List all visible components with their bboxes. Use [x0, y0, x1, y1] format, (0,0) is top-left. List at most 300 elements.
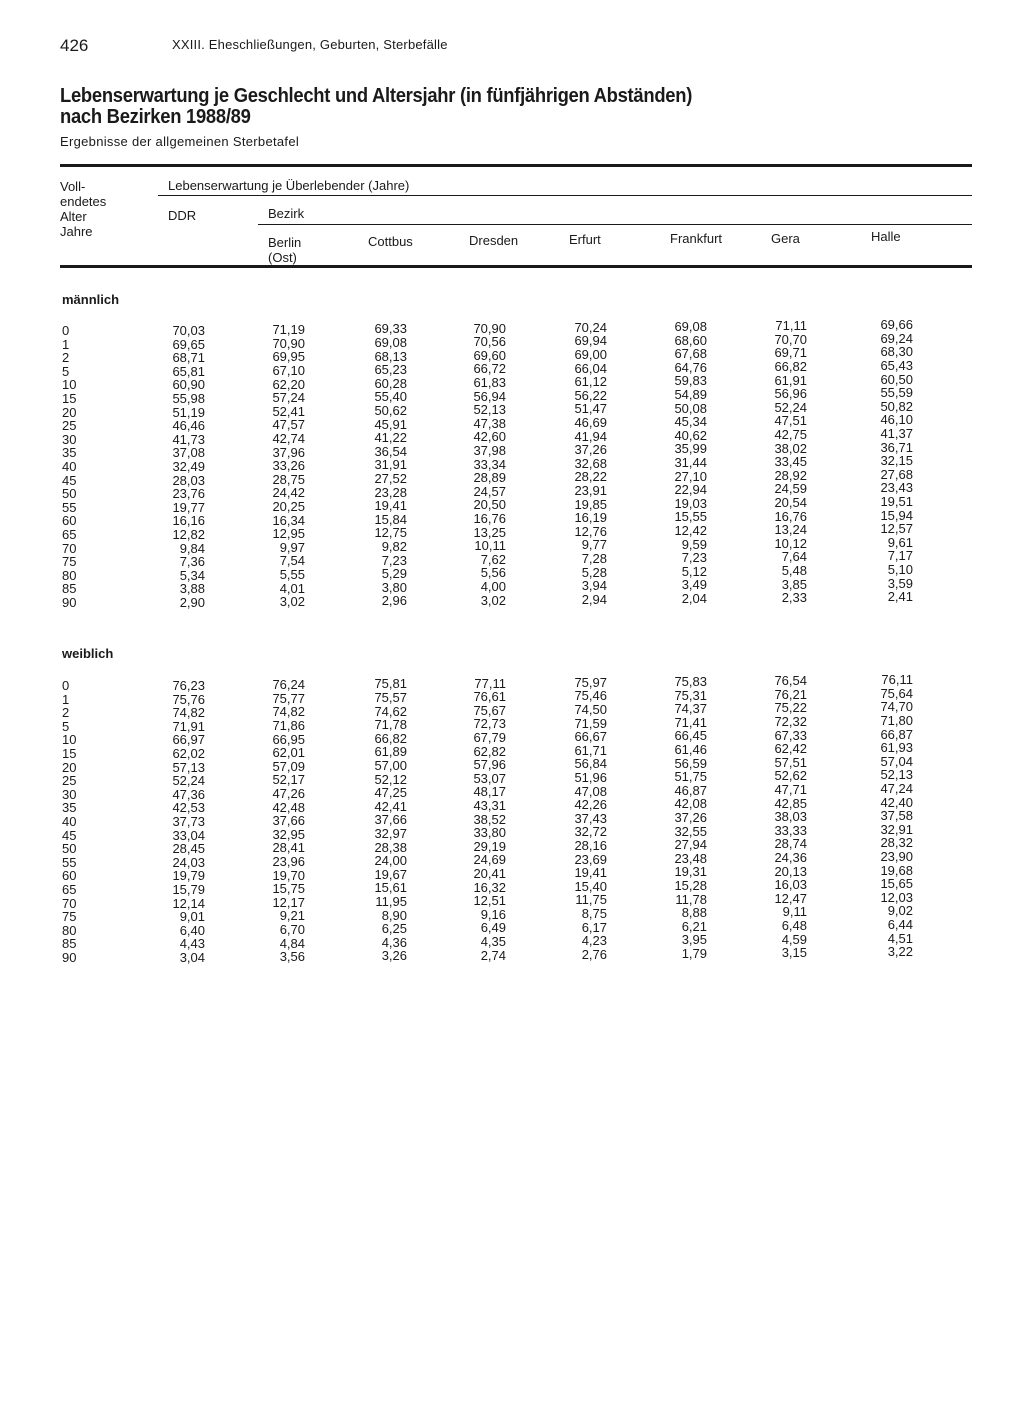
- age-cell: 10: [62, 377, 77, 393]
- value-cell: 52,24: [774, 399, 807, 415]
- value-cell: 61,91: [774, 372, 807, 388]
- value-cell: 76,21: [774, 686, 807, 702]
- value-cell: 12,14: [172, 895, 205, 911]
- stub-header-line-3: Alter: [60, 209, 87, 224]
- value-cell: 57,51: [774, 754, 807, 770]
- value-cell: 3,59: [887, 575, 913, 591]
- age-cell: 1: [62, 336, 70, 352]
- value-cell: 32,97: [374, 825, 407, 841]
- value-cell: 32,68: [574, 455, 607, 471]
- value-cell: 67,33: [774, 727, 807, 743]
- value-cell: 3,56: [279, 949, 305, 965]
- value-cell: 5,12: [681, 563, 707, 579]
- value-cell: 12,47: [774, 890, 807, 906]
- value-cell: 66,72: [473, 361, 506, 377]
- value-cell: 71,80: [880, 713, 913, 728]
- value-cell: 9,11: [782, 904, 807, 920]
- value-cell: 12,51: [473, 893, 506, 909]
- value-cell: 32,91: [880, 821, 913, 837]
- value-cell: 7,36: [179, 554, 205, 570]
- value-cell: 23,76: [172, 486, 205, 502]
- value-cell: 7,28: [581, 550, 607, 566]
- value-cell: 70,24: [574, 319, 607, 335]
- value-cell: 69,95: [272, 349, 305, 365]
- value-cell: 3,80: [381, 579, 407, 595]
- section-label-male: männlich: [62, 292, 120, 307]
- value-cell: 9,21: [279, 908, 305, 924]
- value-cell: 68,30: [880, 344, 913, 360]
- age-cell: 55: [62, 854, 77, 870]
- value-cell: 33,33: [774, 822, 807, 838]
- value-cell: 32,95: [272, 826, 305, 842]
- value-cell: 20,41: [473, 865, 506, 881]
- value-cell: 12,82: [172, 527, 205, 542]
- age-cell: 85: [62, 581, 77, 597]
- value-cell: 3,49: [681, 577, 707, 593]
- value-cell: 28,32: [880, 835, 913, 851]
- value-cell: 27,52: [374, 470, 407, 486]
- value-cell: 60,90: [172, 377, 205, 393]
- age-cell: 30: [62, 431, 77, 447]
- value-cell: 75,76: [172, 691, 205, 707]
- column-header-bezirk: Bezirk: [268, 206, 305, 221]
- age-cell: 80: [62, 567, 77, 583]
- value-cell: 50,08: [674, 400, 707, 416]
- value-cell: 5,55: [279, 566, 305, 582]
- value-cell: 69,71: [774, 345, 807, 361]
- value-cell: 33,80: [473, 825, 506, 841]
- table-title-line-2: nach Bezirken 1988/89: [60, 106, 251, 128]
- value-cell: 75,67: [473, 702, 506, 718]
- value-cell: 45,91: [374, 416, 407, 432]
- value-cell: 57,04: [880, 753, 913, 769]
- age-cell: 2: [62, 705, 70, 721]
- value-cell: 32,55: [674, 823, 707, 839]
- value-cell: 75,22: [774, 700, 807, 716]
- value-cell: 15,75: [272, 881, 305, 897]
- value-cell: 15,84: [374, 511, 407, 527]
- value-cell: 11,75: [575, 892, 607, 908]
- value-cell: 2,41: [887, 589, 913, 605]
- value-cell: 36,71: [880, 439, 913, 455]
- value-cell: 70,03: [172, 323, 205, 338]
- value-cell: 3,02: [480, 592, 506, 608]
- age-cell: 80: [62, 922, 77, 938]
- value-cell: 74,82: [172, 705, 205, 721]
- age-cell: 65: [62, 527, 77, 542]
- value-cell: 6,44: [887, 917, 913, 932]
- value-cell: 70,56: [473, 334, 506, 350]
- value-cell: 16,16: [172, 513, 205, 529]
- value-cell: 12,57: [880, 521, 913, 537]
- value-cell: 61,12: [574, 374, 607, 390]
- value-cell: 75,64: [880, 685, 913, 701]
- value-cell: 12,03: [880, 889, 913, 905]
- value-cell: 24,42: [272, 485, 305, 501]
- value-cell: 28,16: [574, 837, 607, 853]
- value-cell: 13,25: [473, 524, 506, 540]
- stub-header-line-2: endetes: [60, 194, 107, 209]
- value-cell: 19,77: [172, 499, 205, 515]
- value-cell: 37,66: [374, 812, 407, 828]
- value-cell: 19,85: [574, 496, 607, 512]
- column-header-erfurt: Erfurt: [569, 232, 601, 247]
- value-cell: 16,34: [272, 512, 305, 528]
- value-cell: 47,24: [880, 781, 913, 796]
- value-cell: 10,12: [774, 535, 807, 551]
- age-cell: 30: [62, 786, 77, 802]
- value-cell: 28,92: [774, 467, 807, 483]
- value-cell: 61,89: [374, 744, 407, 760]
- value-cell: 74,37: [674, 701, 707, 717]
- value-cell: 4,36: [381, 934, 407, 950]
- value-cell: 51,75: [674, 769, 707, 785]
- value-cell: 65,23: [374, 362, 407, 378]
- value-cell: 9,77: [581, 537, 607, 553]
- value-cell: 66,82: [774, 359, 807, 374]
- value-cell: 31,91: [374, 457, 407, 473]
- value-cell: 6,40: [179, 922, 205, 938]
- value-cell: 42,41: [374, 798, 407, 814]
- value-cell: 42,40: [880, 794, 913, 810]
- value-cell: 66,04: [574, 360, 607, 376]
- value-cell: 12,17: [272, 894, 305, 910]
- value-cell: 36,54: [374, 443, 407, 459]
- value-cell: 66,82: [374, 730, 407, 746]
- column-header-halle: Halle: [871, 229, 901, 244]
- value-cell: 24,00: [374, 853, 407, 869]
- value-cell: 46,46: [172, 418, 205, 434]
- value-cell: 7,23: [681, 550, 707, 566]
- value-cell: 68,13: [374, 348, 407, 364]
- value-cell: 19,41: [374, 498, 407, 514]
- spanner-rule: [158, 195, 972, 196]
- value-cell: 23,96: [272, 853, 305, 869]
- value-cell: 37,96: [272, 444, 305, 460]
- age-cell: 25: [62, 773, 77, 789]
- value-cell: 9,61: [887, 534, 913, 550]
- value-cell: 4,43: [179, 936, 205, 952]
- value-cell: 62,01: [272, 745, 305, 761]
- age-cell: 75: [62, 554, 77, 570]
- stub-header: [60, 179, 106, 239]
- value-cell: 28,38: [374, 839, 407, 855]
- value-cell: 19,79: [172, 868, 205, 884]
- value-cell: 2,76: [581, 946, 607, 962]
- value-cell: 6,25: [381, 921, 407, 937]
- value-cell: 47,57: [272, 417, 305, 433]
- value-cell: 42,85: [774, 795, 807, 811]
- value-cell: 6,48: [781, 918, 807, 933]
- column-header-dresden: Dresden: [469, 233, 519, 248]
- value-cell: 74,70: [880, 699, 913, 715]
- value-cell: 74,62: [374, 703, 407, 719]
- value-cell: 71,41: [674, 714, 707, 730]
- value-cell: 9,01: [179, 909, 205, 925]
- stub-header-line-4: Jahre: [60, 224, 93, 239]
- age-cell: 20: [62, 759, 77, 775]
- value-cell: 62,82: [473, 743, 506, 759]
- spanner-header: Lebenserwartung je Überlebender (Jahre): [168, 178, 410, 193]
- value-cell: 20,13: [774, 863, 807, 879]
- age-cell: 40: [62, 814, 77, 829]
- value-cell: 6,70: [279, 921, 305, 937]
- value-cell: 41,37: [880, 426, 913, 441]
- value-cell: 60,28: [374, 375, 407, 391]
- value-cell: 8,88: [681, 905, 707, 921]
- value-cell: 33,45: [774, 454, 807, 470]
- value-cell: 74,82: [272, 704, 305, 720]
- value-cell: 7,54: [279, 553, 305, 569]
- value-cell: 42,26: [574, 797, 607, 813]
- value-cell: 15,94: [880, 507, 913, 523]
- value-cell: 37,26: [574, 442, 607, 458]
- value-cell: 47,25: [374, 785, 407, 801]
- column-header-gera: Gera: [771, 231, 800, 246]
- value-cell: 24,57: [473, 483, 506, 499]
- value-cell: 75,31: [674, 687, 707, 703]
- value-cell: 42,08: [674, 796, 707, 812]
- age-cell: 15: [62, 746, 77, 761]
- value-cell: 76,23: [172, 678, 205, 693]
- value-cell: 15,65: [880, 876, 913, 892]
- value-cell: 28,75: [272, 471, 305, 487]
- value-cell: 42,48: [272, 799, 305, 815]
- value-cell: 15,61: [374, 880, 407, 896]
- value-cell: 69,33: [374, 321, 407, 337]
- value-cell: 20,50: [473, 497, 506, 513]
- value-cell: 23,69: [574, 851, 607, 867]
- value-cell: 5,29: [381, 566, 407, 582]
- value-cell: 19,70: [272, 867, 305, 883]
- value-cell: 23,91: [574, 482, 607, 498]
- value-cell: 75,46: [574, 688, 607, 704]
- value-cell: 45,34: [674, 414, 707, 430]
- value-cell: 71,59: [574, 715, 607, 731]
- column-header-ddr: DDR: [168, 208, 197, 223]
- age-cell: 2: [62, 350, 70, 366]
- value-cell: 69,00: [574, 346, 607, 362]
- value-cell: 47,71: [774, 782, 807, 797]
- value-cell: 68,60: [674, 332, 707, 348]
- age-cell: 45: [62, 827, 77, 843]
- age-cell: 25: [62, 418, 77, 434]
- bezirk-rule: [258, 224, 972, 225]
- value-cell: 70,90: [272, 335, 305, 351]
- age-cell: 15: [62, 391, 77, 406]
- value-cell: 69,65: [172, 336, 205, 352]
- value-cell: 67,10: [272, 362, 305, 378]
- age-cell: 40: [62, 459, 77, 474]
- value-cell: 23,43: [880, 480, 913, 496]
- value-cell: 60,50: [880, 371, 913, 387]
- value-cell: 46,69: [574, 414, 607, 430]
- value-cell: 1,79: [681, 946, 707, 961]
- value-cell: 9,02: [887, 903, 913, 919]
- value-cell: 69,60: [473, 347, 506, 363]
- value-cell: 69,08: [674, 319, 707, 334]
- value-cell: 7,64: [781, 549, 807, 565]
- value-cell: 33,34: [473, 456, 506, 472]
- age-cell: 65: [62, 882, 77, 897]
- value-cell: 51,19: [172, 404, 205, 420]
- value-cell: 7,23: [381, 552, 407, 568]
- value-cell: 9,97: [279, 539, 305, 555]
- value-cell: 41,22: [374, 430, 407, 446]
- age-cell: 60: [62, 868, 77, 884]
- column-header-berlin-line-1: Berlin: [268, 235, 302, 250]
- age-cell: 5: [62, 363, 70, 379]
- age-cell: 70: [62, 895, 77, 911]
- age-cell: 0: [62, 323, 70, 338]
- value-cell: 66,87: [880, 726, 913, 742]
- value-cell: 24,03: [172, 854, 205, 870]
- value-cell: 2,33: [781, 590, 807, 606]
- value-cell: 76,61: [473, 689, 506, 705]
- value-cell: 5,10: [887, 562, 913, 577]
- value-cell: 23,48: [674, 850, 707, 866]
- value-cell: 6,21: [681, 918, 707, 934]
- value-cell: 15,55: [674, 509, 707, 525]
- value-cell: 12,75: [374, 525, 407, 541]
- value-cell: 10,11: [474, 538, 506, 554]
- value-cell: 47,36: [172, 786, 205, 802]
- age-cell: 10: [62, 732, 77, 748]
- value-cell: 23,28: [374, 484, 407, 500]
- value-cell: 47,51: [774, 413, 807, 429]
- column-header-frankfurt: Frankfurt: [670, 231, 723, 246]
- value-cell: 42,74: [272, 430, 305, 446]
- value-cell: 70,70: [774, 331, 807, 347]
- value-cell: 23,90: [880, 849, 913, 864]
- value-cell: 19,67: [374, 866, 407, 882]
- value-cell: 4,35: [480, 933, 506, 949]
- column-header-cottbus: Cottbus: [368, 234, 413, 249]
- value-cell: 15,28: [674, 878, 707, 893]
- value-cell: 56,59: [674, 755, 707, 771]
- value-cell: 72,32: [774, 714, 807, 729]
- value-cell: 37,58: [880, 808, 913, 824]
- value-cell: 15,79: [172, 882, 205, 897]
- value-cell: 5,28: [581, 564, 607, 580]
- value-cell: 51,47: [574, 401, 607, 417]
- value-cell: 16,03: [774, 877, 807, 893]
- value-cell: 12,42: [674, 523, 707, 538]
- value-cell: 76,24: [272, 677, 305, 693]
- value-cell: 68,71: [172, 350, 205, 366]
- value-cell: 56,94: [473, 388, 506, 404]
- value-cell: 69,24: [880, 330, 913, 346]
- value-cell: 64,76: [674, 359, 707, 375]
- value-cell: 19,41: [574, 865, 607, 881]
- value-cell: 20,25: [272, 498, 305, 514]
- value-cell: 62,42: [774, 741, 807, 757]
- header-bottom-rule: [60, 265, 972, 268]
- value-cell: 3,15: [781, 945, 807, 961]
- value-cell: 37,73: [172, 814, 205, 829]
- value-cell: 57,24: [272, 390, 305, 406]
- value-cell: 3,22: [887, 944, 913, 960]
- value-cell: 3,85: [781, 576, 807, 592]
- value-cell: 37,08: [172, 445, 205, 461]
- value-cell: 16,76: [473, 510, 506, 526]
- stub-header-line-1: Voll-: [60, 179, 86, 194]
- table-subtitle: Ergebnisse der allgemeinen Sterbetafel: [60, 134, 300, 149]
- value-cell: 3,04: [179, 950, 205, 965]
- table-title: [60, 86, 722, 128]
- value-cell: 33,26: [272, 458, 305, 474]
- value-cell: 47,26: [272, 785, 305, 801]
- value-cell: 9,16: [480, 906, 506, 922]
- value-cell: 9,84: [179, 540, 205, 556]
- age-cell: 90: [62, 950, 77, 965]
- value-cell: 2,94: [581, 591, 607, 607]
- value-cell: 70,90: [473, 320, 506, 336]
- value-cell: 57,00: [374, 757, 407, 773]
- value-cell: 67,79: [473, 729, 506, 745]
- section-label-female: weiblich: [62, 646, 114, 661]
- value-cell: 56,22: [574, 387, 607, 403]
- value-cell: 75,57: [374, 689, 407, 705]
- value-cell: 71,78: [374, 717, 407, 733]
- age-cell: 50: [62, 841, 77, 857]
- age-cell: 35: [62, 800, 77, 816]
- age-cell: 90: [62, 595, 77, 610]
- value-cell: 71,19: [272, 322, 305, 338]
- value-cell: 28,45: [172, 841, 205, 857]
- value-cell: 69,66: [880, 317, 913, 333]
- value-cell: 55,98: [172, 391, 205, 406]
- value-cell: 69,08: [374, 334, 407, 350]
- running-head: XXIII. Eheschließungen, Geburten, Sterbefälle: [172, 37, 448, 52]
- value-cell: 38,02: [774, 440, 807, 456]
- value-cell: 41,73: [172, 431, 205, 447]
- value-cell: 22,94: [674, 482, 707, 498]
- value-cell: 62,02: [172, 746, 205, 761]
- value-cell: 61,83: [473, 374, 506, 390]
- value-cell: 29,19: [473, 838, 506, 854]
- table-title-line-1: Lebenserwartung je Geschlecht und Altersjahr (in fünfjährigen Abständen): [60, 85, 693, 107]
- value-cell: 69,94: [574, 333, 607, 349]
- value-cell: 52,24: [172, 773, 205, 789]
- value-cell: 76,11: [881, 672, 913, 688]
- value-cell: 3,88: [179, 581, 205, 597]
- value-cell: 28,89: [473, 470, 506, 486]
- value-cell: 5,48: [781, 563, 807, 578]
- value-cell: 28,22: [574, 469, 607, 485]
- value-cell: 42,60: [473, 429, 506, 445]
- value-cell: 40,62: [674, 427, 707, 443]
- value-cell: 66,95: [272, 731, 305, 747]
- column-header-berlin-line-2: (Ost): [268, 250, 297, 265]
- value-cell: 2,96: [381, 593, 407, 609]
- value-cell: 33,04: [172, 827, 205, 843]
- value-cell: 42,75: [774, 427, 807, 442]
- value-cell: 61,93: [880, 740, 913, 756]
- value-cell: 47,08: [574, 783, 607, 799]
- value-cell: 71,86: [272, 717, 305, 733]
- value-cell: 47,38: [473, 415, 506, 431]
- value-cell: 75,81: [374, 676, 407, 692]
- value-cell: 12,95: [272, 526, 305, 542]
- value-cell: 61,46: [674, 742, 707, 757]
- value-cell: 16,32: [473, 879, 506, 895]
- value-cell: 28,41: [272, 840, 305, 856]
- value-cell: 75,77: [272, 690, 305, 706]
- value-cell: 66,97: [172, 732, 205, 748]
- value-cell: 37,43: [574, 810, 607, 826]
- age-cell: 0: [62, 678, 70, 693]
